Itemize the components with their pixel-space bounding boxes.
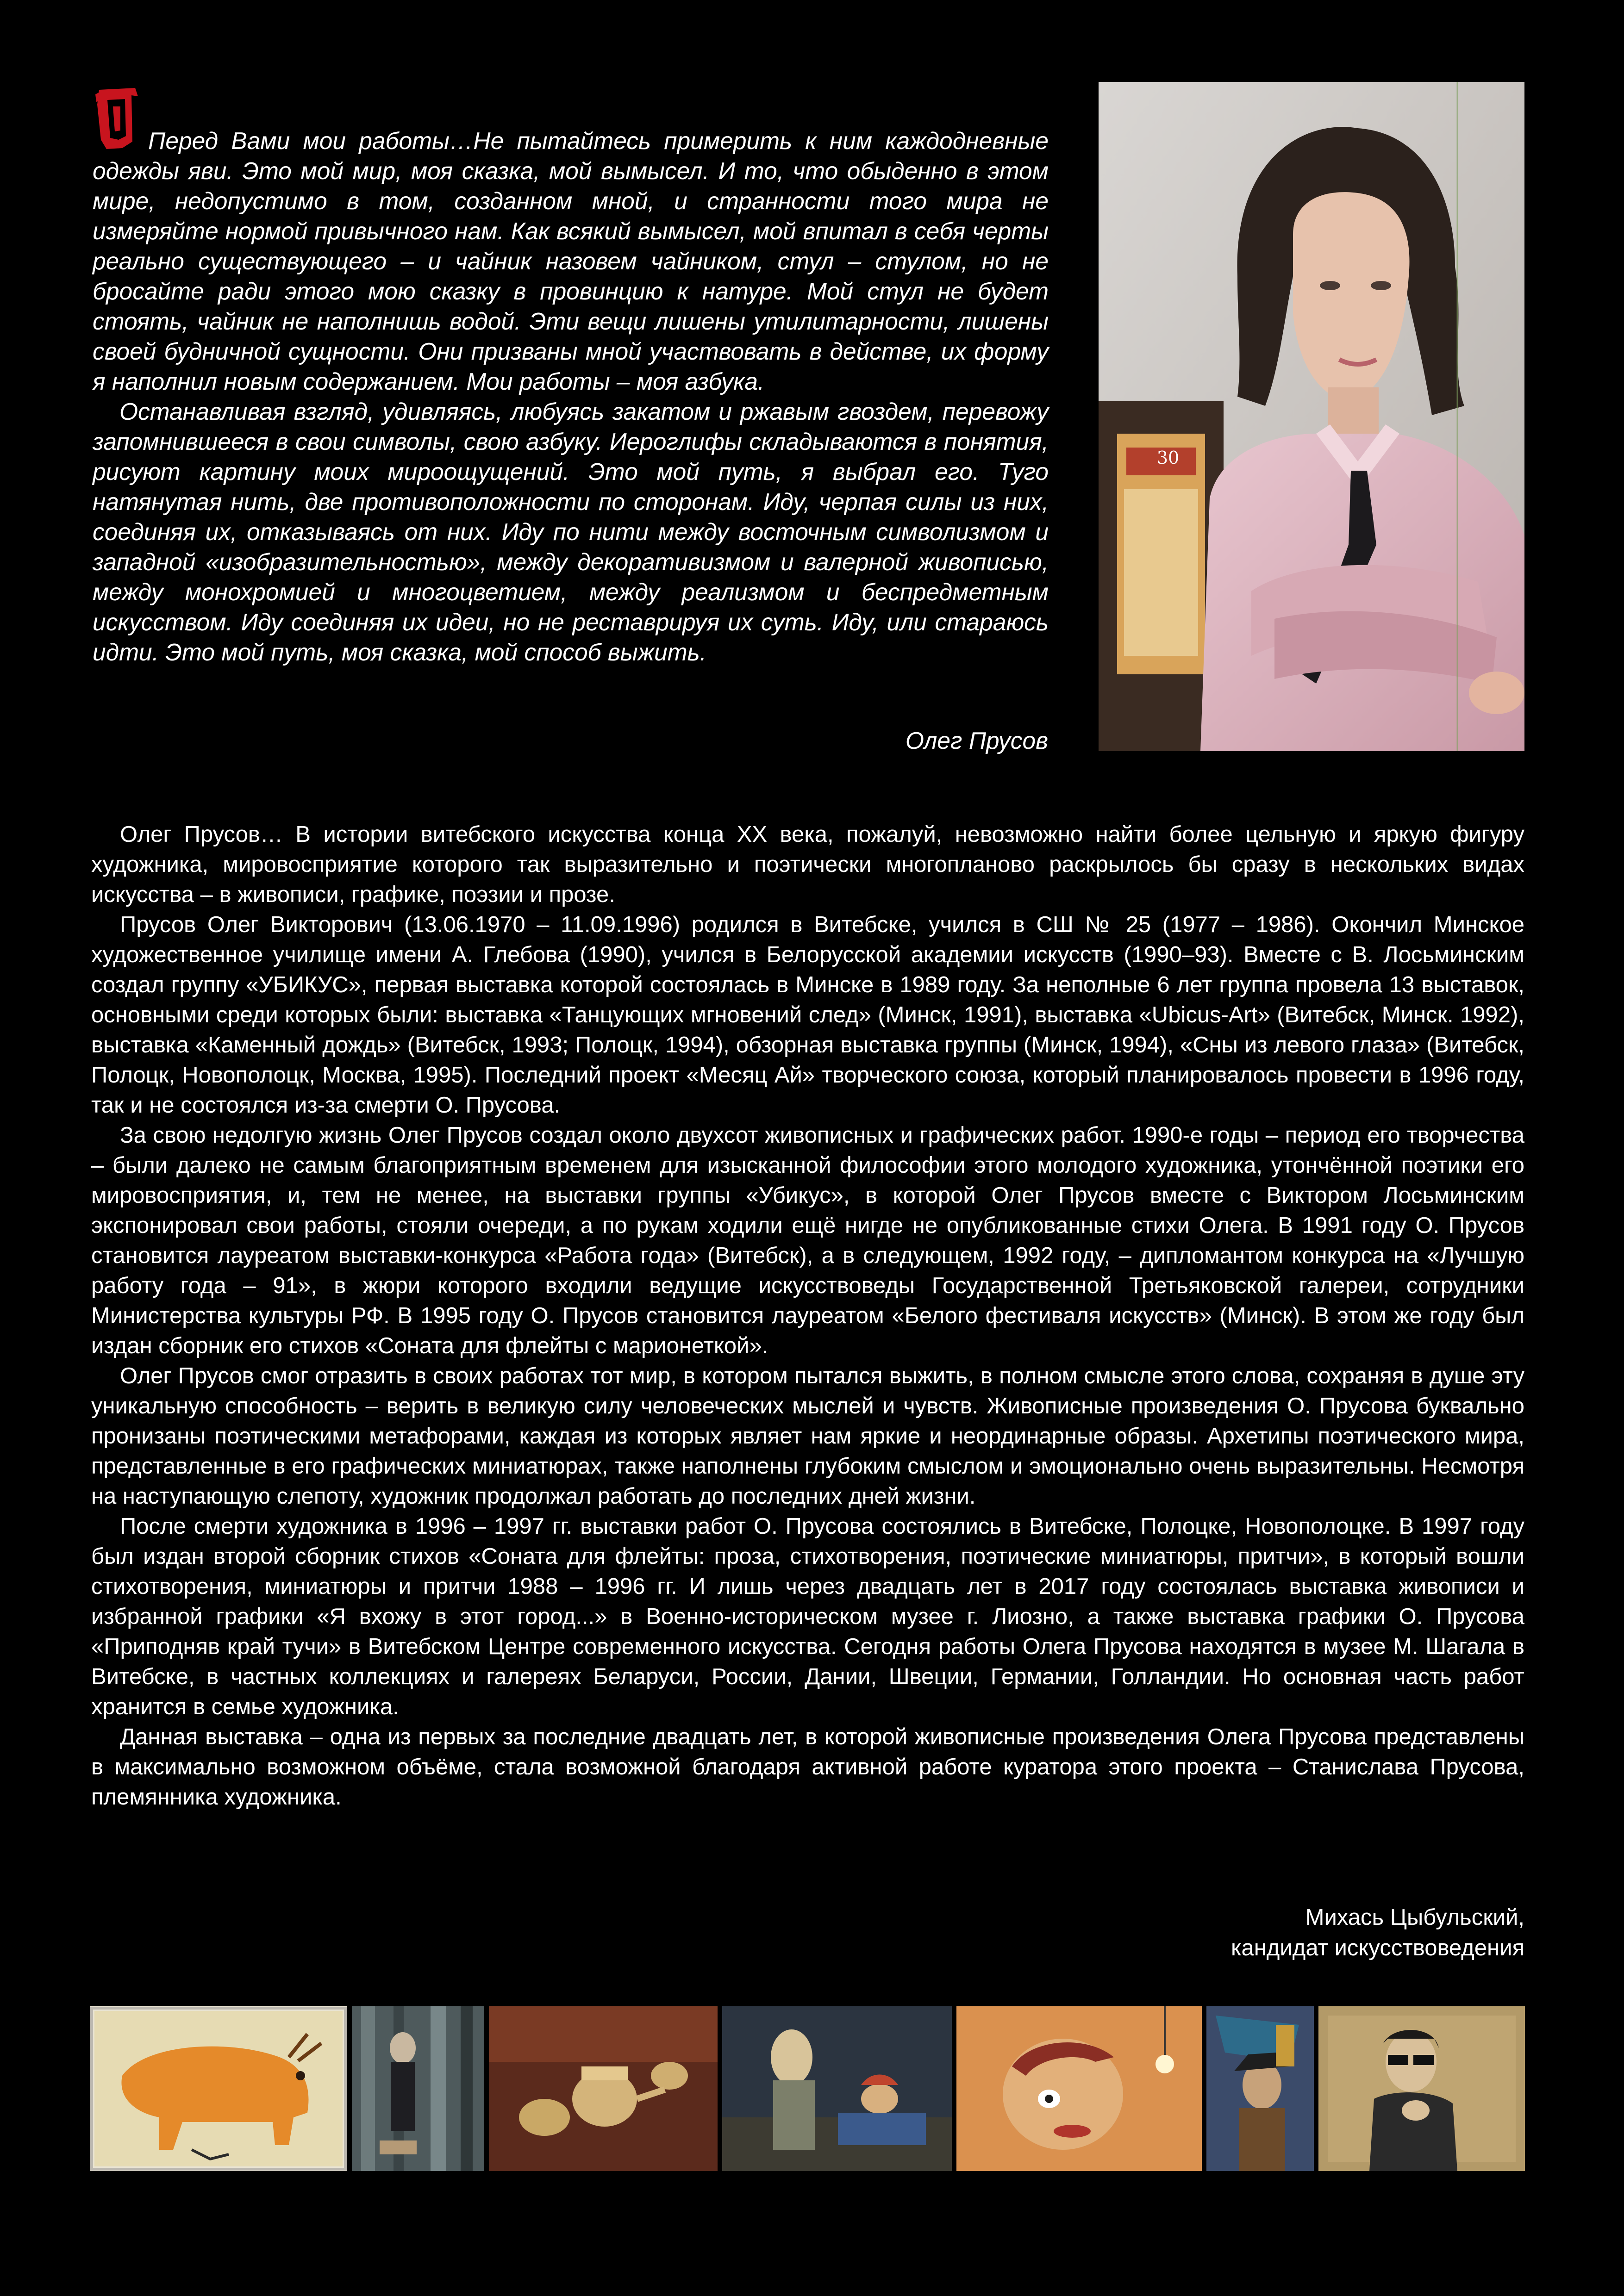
bio-paragraph-1: Олег Прусов… В истории витебского искусства конца XX века, пожалуй, невозможно найти более цельную и яркую фигуру художника, мировосприятие которого так выразительно и поэтически многопланово раскрылось бы сразу в нескольких видах искусства – в живописи, графике, поэзии и прозе. bbox=[91, 822, 1524, 907]
artwork-thumbnail-figure-stripes bbox=[352, 2006, 484, 2171]
artwork-thumbnail-bull bbox=[90, 2006, 347, 2171]
author-title: кандидат искусствоведения bbox=[1230, 1935, 1524, 1960]
artwork-thumbnail-portrait-hat bbox=[1206, 2006, 1314, 2171]
intro-signature: Олег Прусов bbox=[905, 727, 1048, 754]
bio-paragraph-6: Данная выставка – одна из первых за последние двадцать лет, в которой живописные произведения Олега Прусова представлены в максимально возможном объёме, стала возможной благодаря активной работе куратора этого проекта – Станислава Прусова, племянника художника. bbox=[91, 1724, 1524, 1810]
intro-paragraph-2: Останавливая взгляд, удивляясь, любуясь закатом и ржавым гвоздем, перевожу запомнившееся в свои символы, свою азбуку. Иероглифы складываются в понятия, рисуют картину моих мироощущений. Это мой путь, я выбрал его. Туго натянутая нить, две противоположности по сторонам. Иду, черпая силы из них, соединяя их, отказываясь от них. Иду по нити между восточным символизмом и западной «изобразительностью», между декоративизмом и валерной живописью, между монохромией и многоцветием, между реализмом и беспредметным искусством. Иду соединяя их идеи, но не реставрируя их суть. Иду, или стараюсь идти. Это мой путь, моя сказка, мой способ выжить. bbox=[93, 398, 1049, 666]
artwork-thumbnail-teapots bbox=[489, 2006, 718, 2171]
biography-text bbox=[91, 820, 1524, 1812]
bio-paragraph-2: Прусов Олег Викторович (13.06.1970 – 11.09.1996) родился в Витебске, учился в СШ № 25 (1977 – 1986). Окончил Минское художественное училище имени А. Глебова (1990), учился в Белорусской академии искусств (1990–93). Вместе с В. Лосьминским создал группу «УБИКУС», первая выставка которой состоялась в Минске в 1989 году. За неполные 6 лет группа провела 13 выставок, основными среди которых были: выставка «Танцующих мгновений след» (Минск, 1991), выставка «Ubicus-Art» (Витебск, Минск. 1992), выставка «Каменный дождь» (Витебск, 1993; Полоцк, 1994), обзорная выставка группы (Минск, 1994), «Сны из левого глаза» (Витебск, Полоцк, Новополоцк, Москва, 1995). Последний проект «Месяц Ай» творческого союза, который планировалось провести в 1996 году, так и не состоялся из-за смерти О. Прусова. bbox=[91, 912, 1524, 1118]
artwork-thumbnail-head-lamp bbox=[956, 2006, 1202, 2171]
svg-text:30: 30 bbox=[1156, 448, 1180, 468]
bio-paragraph-5: После смерти художника в 1996 – 1997 гг. выставки работ О. Прусова состоялись в Витебске, Полоцке, Новополоцке. В 1997 году был издан второй сборник стихов «Соната для флейты: проза, стихотворения, поэтические миниатюры, притчи», в который вошли стихотворения, миниатюры и притчи 1988 – 1996 гг. И лишь через двадцать лет в 2017 году состоялась выставка живописи и избранной графики «Я вхожу в этот город...» в Военно-историческом музее г. Лиозно, а также выставка графики О. Прусова «Приподняв край тучи» в Витебском Центре современного искусства. Сегодня работы Олега Прусова находятся в музее М. Шагала в Витебске, в частных коллекциях и галереях Беларуси, России, Дании, Швеции, Германии, Голландии. Но основная часть работ хранится в семье художника. bbox=[91, 1514, 1524, 1719]
intro-statement bbox=[93, 126, 1049, 667]
artist-portrait-photo bbox=[1099, 82, 1524, 751]
bio-paragraph-4: Олег Прусов смог отразить в своих работах тот мир, в котором пытался выжить, в полном смысле этого слова, сохраняя в душе эту уникальную способность – верить в великую силу человеческих мыслей и чувств. Живописные произведения О. Прусова буквально пронизаны поэтическими метафорами, каждая из которых являет нам яркие и неординарные образы. Архетипы поэтического мира, представленные в его графических миниатюрах, также наполнены глубоким смыслом и эмоционально очень выразительны. Несмотря на наступающую слепоту, художник продолжал работать до последних дней жизни. bbox=[91, 1363, 1524, 1509]
author-signature bbox=[1231, 1902, 1524, 1963]
artwork-thumbnail-man-glasses bbox=[1318, 2006, 1525, 2171]
artwork-thumbnail-two-figures bbox=[722, 2006, 952, 2171]
artwork-gallery bbox=[90, 2006, 1525, 2171]
bio-paragraph-3: За свою недолгую жизнь Олег Прусов создал около двухсот живописных и графических работ. 1990-е годы – период его творчества – были далеко не самым благоприятным временем для изысканной философии этого молодого художника, утончённой поэтики его мировосприятия, и, тем не менее, на выставки группы «Убикус», в которой Олег Прусов вместе с Виктором Лосьминским экспонировал свои работы, стояли очереди, а по рукам ходили ещё нигде не опубликованные стихи Олега. В 1991 году О. Прусов становится лауреатом выставки-конкурса «Работа года» (Витебск), а в следующем, 1992 году, – дипломантом конкурса на «Лучшую работу года – 91», в жюри которого входили ведущие искусствоведы Государственной Третьяковской галереи, сотрудники Министерства культуры РФ. В 1995 году О. Прусов становится лауреатом «Белого фестиваля искусств» (Минск). В этом же году был издан сборник его стихов «Соната для флейты с марионеткой». bbox=[91, 1123, 1524, 1358]
intro-paragraph-1: Перед Вами мои работы…Не пытайтесь примерить к ним каждодневные одежды яви. Это мой мир, моя сказка, мой вымысел. И то, что обыденно в этом мире, недопустимо в том, созданном мной, и странности того мира не измеряйте нормой привычного нам. Как всякий вымысел, мой впитал в себя черты реально существующего – и чайник назовем чайником, стул – стулом, но не бросайте ради этого мою сказку в провинцию к натуре. Мой стул не будет стоять, чайник не наполнишь водой. Эти вещи лишены утилитарности, лишены своей будничной сущности. Они призваны мной участвовать в действе, их форму я наполнил новым содержанием. Мои работы – моя азбука. bbox=[93, 127, 1049, 395]
drop-cap-ornament bbox=[93, 86, 141, 151]
author-name: Михась Цыбульский, bbox=[1305, 1905, 1524, 1930]
